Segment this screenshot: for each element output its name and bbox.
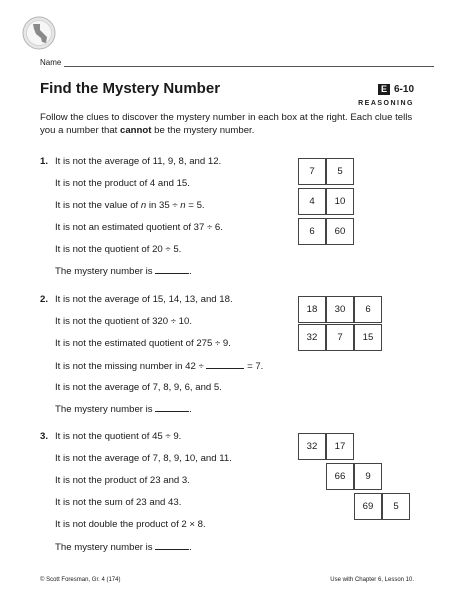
answer-prompt: The mystery number is — [55, 542, 153, 553]
variable-n: n — [180, 200, 186, 211]
grid-cell: 7 — [298, 158, 326, 185]
grid-cell: 6 — [354, 296, 382, 323]
grid-cell: 60 — [326, 218, 354, 245]
problem-1-clue-2: It is not the product of 4 and 15. — [55, 178, 190, 189]
grid-cell: 9 — [354, 463, 382, 490]
grid-cell: 18 — [298, 296, 326, 323]
instructions-text-end: be the mystery number. — [151, 125, 255, 136]
name-field[interactable] — [40, 58, 434, 67]
grid-cell: 5 — [326, 158, 354, 185]
instructions — [40, 111, 415, 137]
clue-text: It is not the value of — [55, 200, 141, 211]
problem-number: 2. — [40, 294, 49, 305]
problem-3-clue-3: It is not the product of 23 and 3. — [55, 475, 190, 486]
instructions-text: Follow the clues to discover the mystery number in each box at the right. Each clue tells you a number that — [40, 112, 413, 136]
grid-cell: 15 — [354, 324, 382, 351]
grid-cell: 66 — [326, 463, 354, 490]
problem-3-answer: The mystery number is . — [55, 542, 192, 553]
grid-cell: 5 — [382, 493, 410, 520]
footer-lesson-reference: Use with Chapter 6, Lesson 10. — [330, 577, 414, 583]
clue-text: in 35 ÷ — [146, 200, 181, 211]
variable-n: n — [140, 200, 147, 211]
lesson-code — [378, 84, 414, 95]
page-title: Find the Mystery Number — [40, 80, 221, 97]
clue-text: It is not the quotient of 45 ÷ 9. — [55, 431, 182, 442]
problem-1-answer: The mystery number is . — [55, 266, 192, 277]
grid-cell: 10 — [326, 188, 354, 215]
problem-1-clue-4: It is not an estimated quotient of 37 ÷ 6. — [55, 222, 223, 233]
problem-number: 1. — [40, 156, 49, 167]
problem-1-clue-5: It is not the quotient of 20 ÷ 5. — [55, 244, 182, 255]
instructions-emphasis: cannot — [120, 125, 152, 136]
answer-prompt: The mystery number is — [55, 404, 153, 415]
name-label: Name — [40, 58, 62, 67]
lesson-number: 6-10 — [393, 84, 414, 95]
clue-text: = 7. — [247, 361, 264, 372]
grid-cell: 7 — [326, 324, 354, 351]
grid-cell: 17 — [326, 433, 354, 460]
answer-blank[interactable] — [155, 265, 189, 274]
problem-2-clue-3: It is not the estimated quotient of 275 ÷ 9. — [55, 338, 231, 349]
problem-2-clue-2: It is not the quotient of 320 ÷ 10. — [55, 316, 193, 327]
name-line[interactable] — [64, 58, 434, 67]
problem-2-clue-5: It is not the average of 7, 8, 9, 6, and 5. — [55, 382, 222, 393]
footer-copyright: © Scott Foresman, Gr. 4 (174) — [40, 577, 121, 583]
clue-text: = 5. — [185, 200, 205, 211]
clue-text: It is not the average of 11, 9, 8, and 12. — [55, 156, 222, 167]
category-label: REASONING — [358, 100, 414, 107]
missing-number-blank[interactable] — [206, 360, 244, 369]
problem-3-clue-5: It is not double the product of 2 × 8. — [55, 519, 206, 530]
grid-cell: 6 — [298, 218, 326, 245]
problem-1-clue-3 — [55, 200, 205, 211]
problem-2-clue-4 — [55, 360, 263, 372]
problem-1-clue-1 — [40, 156, 221, 167]
clue-text: It is not the average of 15, 14, 13, and 18. — [55, 294, 233, 305]
clue-text: It is not the missing number in 42 ÷ — [55, 361, 204, 372]
grid-cell: 69 — [354, 493, 382, 520]
publisher-logo-icon — [22, 16, 56, 50]
answer-blank[interactable] — [155, 541, 189, 550]
answer-prompt: The mystery number is — [55, 266, 153, 277]
answer-blank[interactable] — [155, 403, 189, 412]
problem-3-clue-4: It is not the sum of 23 and 43. — [55, 497, 182, 508]
grid-cell: 4 — [298, 188, 326, 215]
grid-cell: 30 — [326, 296, 354, 323]
problem-3-clue-1 — [40, 431, 181, 442]
grid-cell: 32 — [298, 324, 326, 351]
problem-2-clue-1 — [40, 294, 233, 305]
problem-number: 3. — [40, 431, 49, 442]
problem-2-answer: The mystery number is . — [55, 404, 192, 415]
problem-3-clue-2: It is not the average of 7, 8, 9, 10, and 11. — [55, 453, 232, 464]
grid-cell: 32 — [298, 433, 326, 460]
lesson-badge: E — [378, 84, 390, 95]
